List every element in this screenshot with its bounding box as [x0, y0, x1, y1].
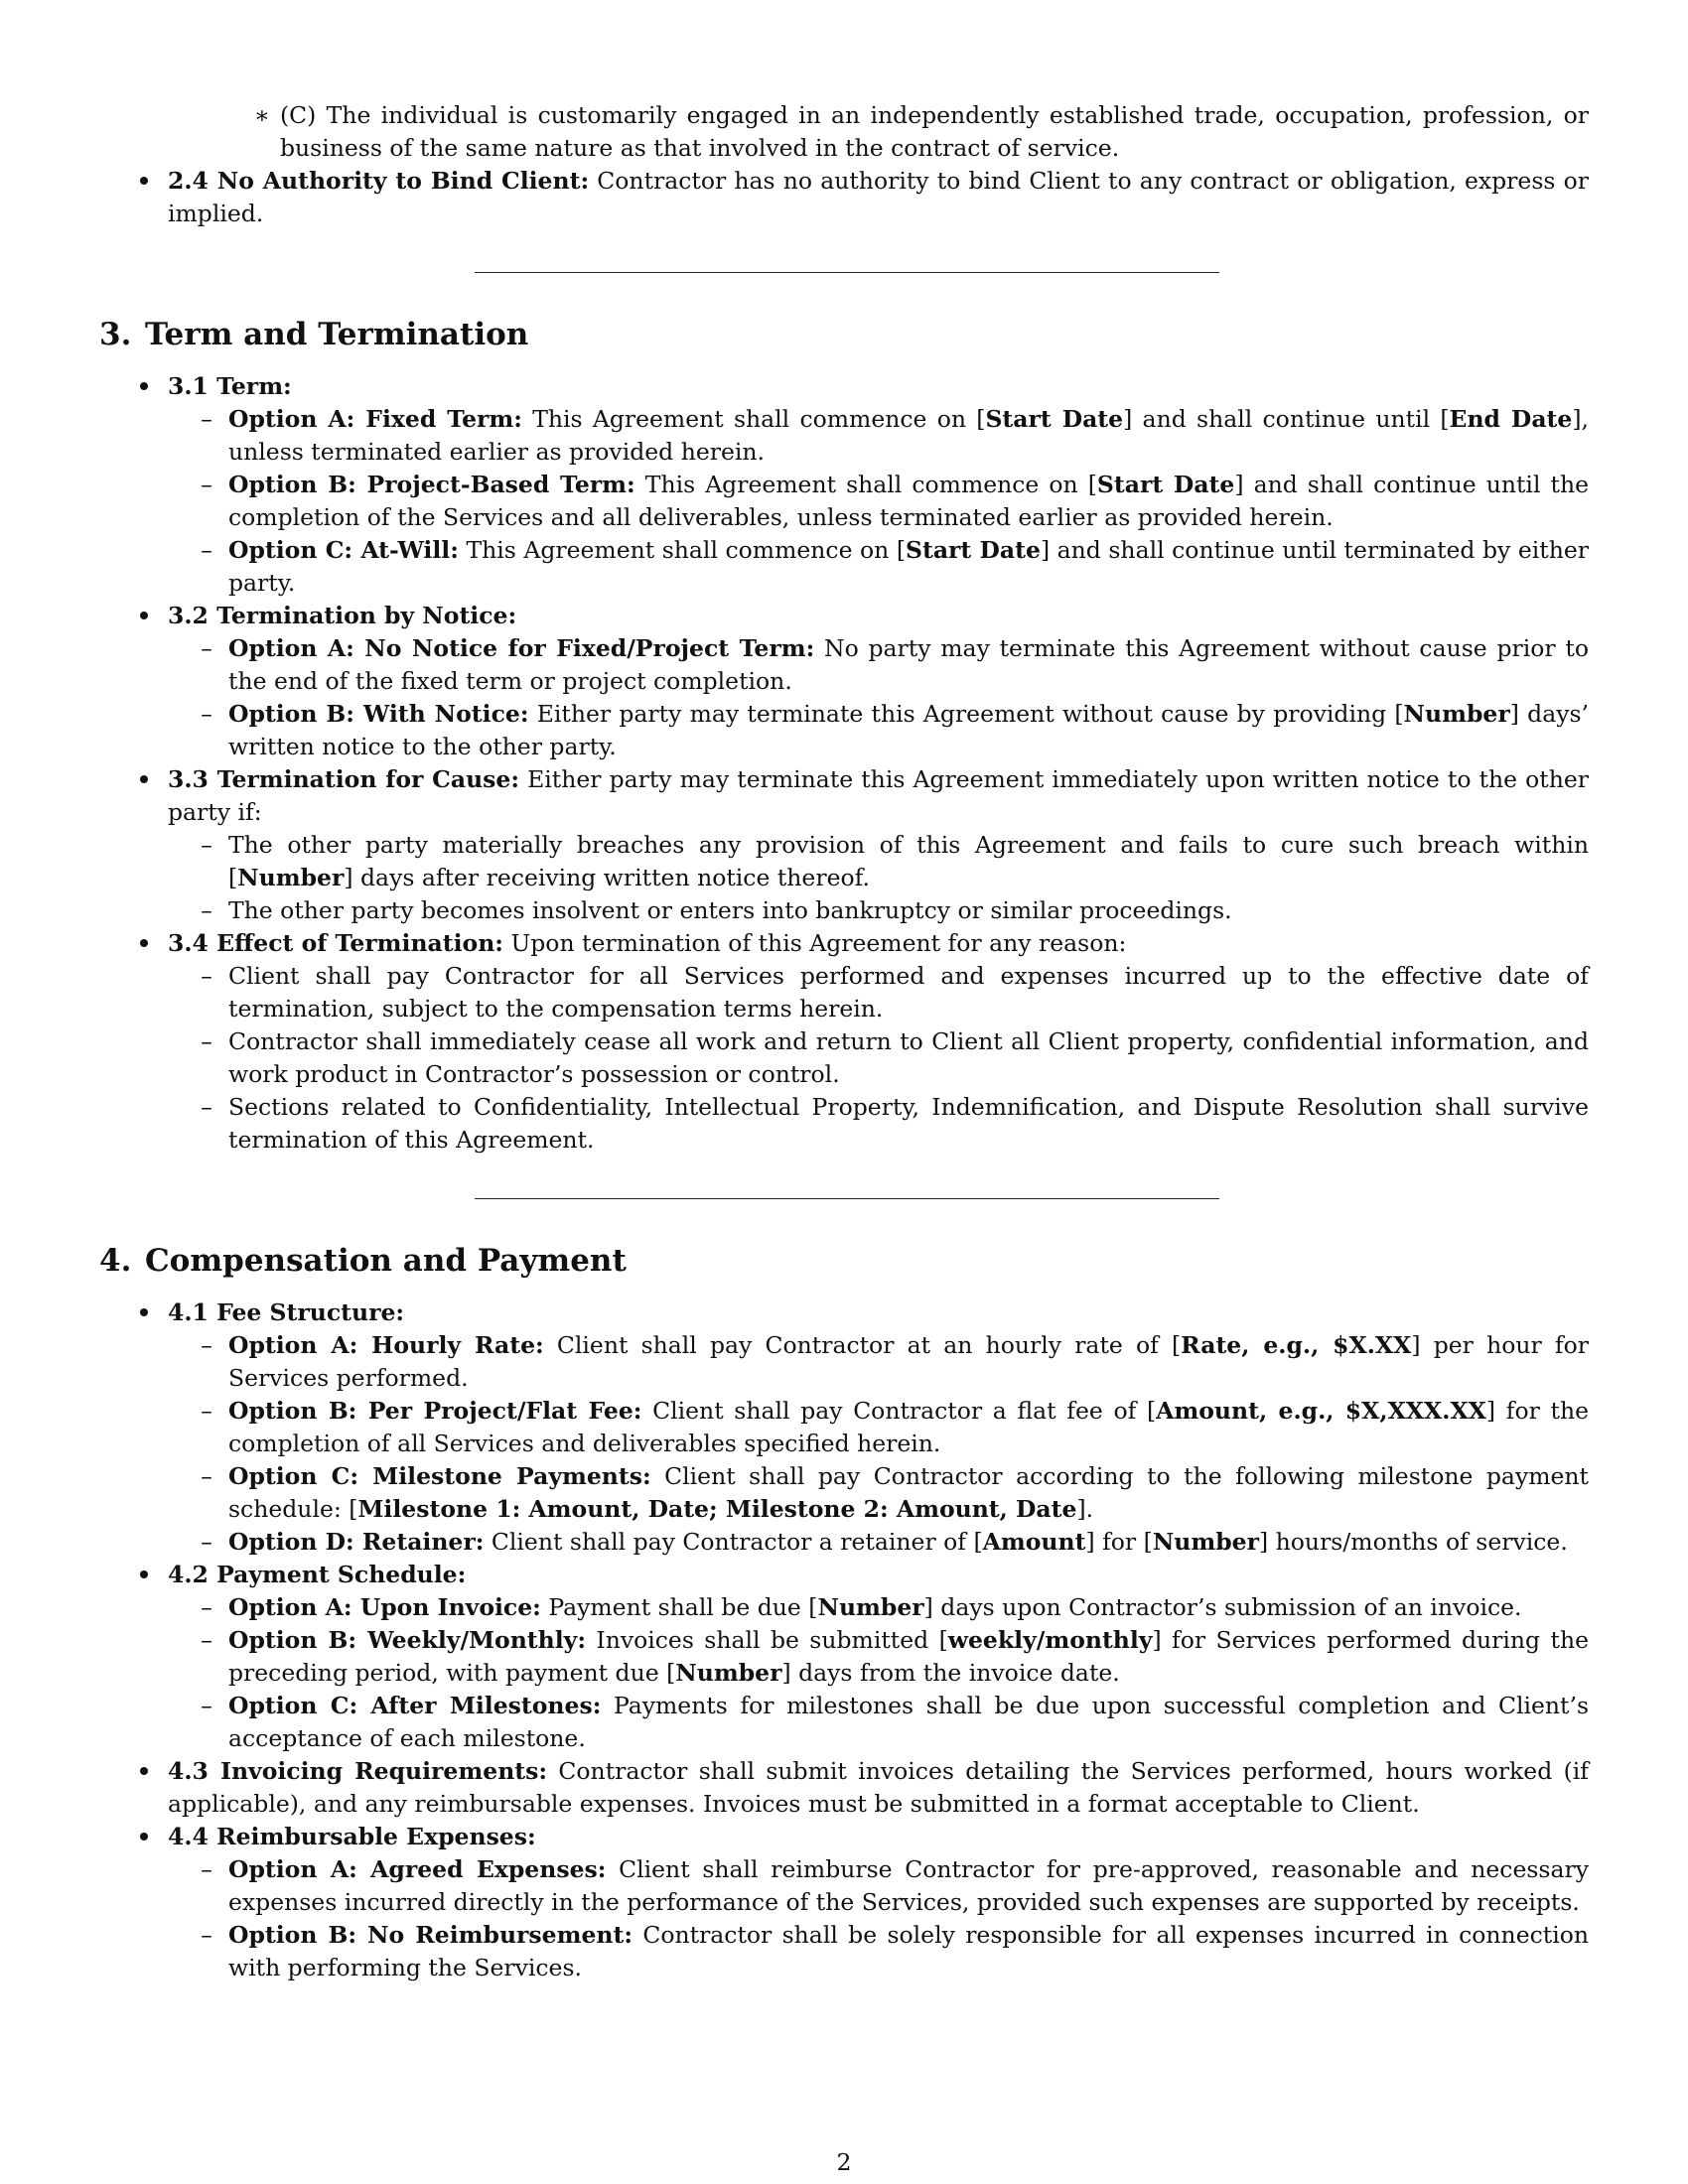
dash-bullet: –	[201, 1626, 212, 1654]
text-span: The other party becomes insolvent or enters into bankruptcy or similar proceedings.	[228, 896, 1232, 924]
list-item-text: (C) The individual is customarily engaged in an independently established trade, occupation, profession, or business of the same nature as that involved in the contract of service.	[280, 101, 1589, 162]
option-label: Option B: With Notice:	[228, 700, 529, 728]
list-item	[99, 1690, 1589, 1755]
option-label: Option B: Project-Based Term:	[228, 471, 635, 498]
text-span: Client shall pay Contractor for all Services performed and expenses incurred up to the effective date of termination, subject to the compensation terms herein.	[228, 962, 1589, 1023]
text-span: The other party materially breaches any provision of this Agreement and fails to cure such breach within [	[228, 831, 1589, 891]
dash-bullet: –	[201, 634, 212, 662]
clause-text: Contractor shall submit invoices detailing the Services performed, hours worked (if applicable), and any reimbursable expenses. Invoices must be submitted in a format acceptable to Client.	[168, 1757, 1589, 1818]
list-item	[99, 763, 1589, 829]
text-span: ] for Services performed during the preceding period, with payment due [	[228, 1626, 1589, 1687]
option-label: Option B: No Reimbursement:	[228, 1921, 633, 1949]
page-number: 2	[836, 2148, 852, 2176]
section-heading	[99, 315, 1589, 354]
text-span: ] and shall continue until the completion of the Services and all deliverables, unless terminated earlier as provided herein.	[228, 471, 1589, 531]
placeholder-text: Number	[817, 1593, 924, 1621]
text-span: Client shall pay Contractor according to the following milestone payment schedule: [	[228, 1462, 1589, 1523]
text-span: ] per hour for Services performed.	[228, 1331, 1590, 1392]
option-label: Option A: Hourly Rate:	[228, 1331, 544, 1359]
bullet-icon	[136, 1821, 152, 1853]
dash-bullet: –	[201, 1855, 212, 1883]
list-item	[99, 1297, 1589, 1329]
placeholder-text: Amount	[982, 1528, 1086, 1556]
text-span: ], unless terminated earlier as provided herein.	[228, 405, 1589, 466]
clause-label: 3.3 Termination for Cause:	[168, 765, 520, 793]
dash-bullet: –	[201, 1397, 212, 1425]
bullet-icon	[136, 1559, 152, 1591]
text-span: ] and shall continue until terminated by either party.	[228, 536, 1589, 597]
option-label: Option C: At-Will:	[228, 536, 459, 564]
text-span: Contractor shall immediately cease all work and return to Client all Client property, confidential information, and work product in Contractor’s possession or control.	[228, 1027, 1589, 1088]
list-item	[99, 894, 1589, 927]
placeholder-text: Number	[675, 1659, 782, 1687]
text-span: ] days from the invoice date.	[781, 1659, 1120, 1687]
list-item	[99, 1755, 1589, 1821]
clause-label: 4.1 Fee Structure:	[168, 1298, 405, 1326]
clause-text: Either party may terminate this Agreement immediately upon written notice to the other party if:	[168, 765, 1589, 826]
option-label: Option A: No Notice for Fixed/Project Term:	[228, 634, 815, 662]
clause-label: 3.4 Effect of Termination:	[168, 929, 503, 957]
list-item	[99, 829, 1589, 894]
list-item	[99, 960, 1589, 1025]
list-item	[99, 1853, 1589, 1919]
bullet-icon	[136, 1297, 152, 1329]
placeholder-text: Milestone 1: Amount, Date; Milestone 2: Amount, Date	[357, 1495, 1077, 1523]
placeholder-text: End Date	[1449, 405, 1573, 433]
dash-bullet: –	[201, 1692, 212, 1719]
dash-bullet: –	[201, 1593, 212, 1621]
text-span: ] days upon Contractor’s submission of an invoice.	[923, 1593, 1522, 1621]
list-item	[99, 1460, 1589, 1526]
placeholder-text: Amount, e.g., $X,XXX.XX	[1156, 1397, 1486, 1425]
dash-bullet: –	[201, 1921, 212, 1949]
list-item	[99, 99, 1589, 165]
bullet-icon	[136, 763, 152, 796]
clause-label: 3.1 Term:	[168, 372, 292, 400]
text-span: ] for the completion of all Services and deliverables specified herein.	[228, 1397, 1589, 1457]
list-item	[99, 165, 1589, 230]
list-item	[99, 1559, 1589, 1591]
placeholder-text: Start Date	[906, 536, 1041, 564]
dash-bullet: –	[201, 1027, 212, 1055]
bullet-icon	[136, 165, 152, 198]
bullet-icon	[136, 600, 152, 632]
text-span: Client shall reimburse Contractor for pre-approved, reasonable and necessary expenses incurred directly in the performance of the Services, provided such expenses are supported by receipts.	[228, 1855, 1589, 1916]
placeholder-text: Rate, e.g., $X.XX	[1181, 1331, 1412, 1359]
option-label: Option A: Upon Invoice:	[228, 1593, 541, 1621]
list-item	[99, 698, 1589, 763]
text-span: This Agreement shall commence on [	[521, 405, 986, 433]
option-label: Option C: After Milestones:	[228, 1692, 602, 1719]
section-title: Term and Termination	[145, 317, 529, 352]
placeholder-text: weekly/monthly	[947, 1626, 1153, 1654]
text-span: ] days after receiving written notice thereof.	[344, 864, 870, 891]
section-divider	[475, 272, 1219, 273]
clause-label: 4.3 Invoicing Requirements:	[168, 1757, 548, 1785]
list-item	[99, 1526, 1589, 1559]
placeholder-text: Number	[1403, 700, 1510, 728]
placeholder-text: Start Date	[985, 405, 1124, 433]
option-label: Option B: Per Project/Flat Fee:	[228, 1397, 642, 1425]
bullet-icon	[136, 927, 152, 960]
text-span: Client shall pay Contractor a flat fee of [	[641, 1397, 1157, 1425]
dash-bullet: –	[201, 1331, 212, 1359]
dash-bullet: –	[201, 831, 212, 859]
option-label: Option C: Milestone Payments:	[228, 1462, 651, 1490]
dash-bullet: –	[201, 1462, 212, 1490]
bullet-icon	[136, 1755, 152, 1788]
option-label: Option B: Weekly/Monthly:	[228, 1626, 587, 1654]
list-item	[99, 370, 1589, 403]
dash-bullet: –	[201, 700, 212, 728]
list-item	[99, 1591, 1589, 1624]
text-span: No party may terminate this Agreement without cause prior to the end of the fixed term or project completion.	[228, 634, 1589, 695]
list-item	[99, 1624, 1589, 1690]
list-item	[99, 1025, 1589, 1091]
clause-label: 2.4 No Authority to Bind Client:	[168, 167, 590, 195]
section-number: 4.	[99, 1243, 132, 1279]
text-span: Either party may terminate this Agreement without cause by providing [	[528, 700, 1404, 728]
option-label: Option A: Fixed Term:	[228, 405, 522, 433]
bullet-icon	[136, 370, 152, 403]
section-number: 3.	[99, 317, 132, 352]
dash-bullet: –	[201, 405, 212, 433]
text-span: ] days’ written notice to the other party.	[228, 700, 1590, 760]
list-item	[99, 1395, 1589, 1460]
text-span: ] hours/months of service.	[1259, 1528, 1568, 1556]
document-page	[99, 99, 1589, 1984]
text-span: Contractor shall be solely responsible for all expenses incurred in connection with performing the Services.	[228, 1921, 1589, 1981]
dash-bullet: –	[201, 962, 212, 990]
dash-bullet: –	[201, 1093, 212, 1121]
text-span: This Agreement shall commence on [	[458, 536, 906, 564]
text-span: ] for [	[1085, 1528, 1153, 1556]
list-item	[99, 534, 1589, 600]
clause-label: 3.2 Termination by Notice:	[168, 602, 517, 629]
star-bullet: ∗	[254, 101, 270, 129]
placeholder-text: Number	[1152, 1528, 1260, 1556]
text-span: Invoices shall be submitted [	[586, 1626, 948, 1654]
list-item	[99, 927, 1589, 960]
clause-label: 4.4 Reimbursable Expenses:	[168, 1823, 536, 1850]
list-item	[99, 600, 1589, 632]
list-item	[99, 1091, 1589, 1157]
list-item	[99, 469, 1589, 534]
list-item	[99, 1821, 1589, 1853]
option-label: Option D: Retainer:	[228, 1528, 485, 1556]
section-heading	[99, 1241, 1589, 1281]
placeholder-text: Number	[237, 864, 345, 891]
text-span: Client shall pay Contractor at an hourly rate of [	[543, 1331, 1182, 1359]
dash-bullet: –	[201, 471, 212, 498]
clause-label: 4.2 Payment Schedule:	[168, 1561, 467, 1588]
list-item	[99, 632, 1589, 698]
placeholder-text: Start Date	[1096, 471, 1235, 498]
dash-bullet: –	[201, 896, 212, 924]
dash-bullet: –	[201, 536, 212, 564]
dash-bullet: –	[201, 1528, 212, 1556]
list-item	[99, 1919, 1589, 1984]
text-span: Client shall pay Contractor a retainer of [	[484, 1528, 983, 1556]
text-span: ] and shall continue until [	[1123, 405, 1450, 433]
option-label: Option A: Agreed Expenses:	[228, 1855, 607, 1883]
clause-text: Contractor has no authority to bind Client to any contract or obligation, express or implied.	[168, 167, 1589, 227]
text-span: Payment shall be due [	[540, 1593, 818, 1621]
clause-text: Upon termination of this Agreement for any reason:	[502, 929, 1127, 957]
text-span: This Agreement shall commence on [	[634, 471, 1097, 498]
list-item	[99, 1329, 1589, 1395]
section-title: Compensation and Payment	[145, 1243, 627, 1279]
text-span: Sections related to Confidentiality, Intellectual Property, Indemnification, and Dispute Resolution shall survive termination of this Agreement.	[228, 1093, 1589, 1154]
text-span: Payments for milestones shall be due upon successful completion and Client’s acceptance of each milestone.	[228, 1692, 1589, 1752]
section-divider	[475, 1198, 1219, 1199]
text-span: ].	[1076, 1495, 1094, 1523]
list-item	[99, 403, 1589, 469]
